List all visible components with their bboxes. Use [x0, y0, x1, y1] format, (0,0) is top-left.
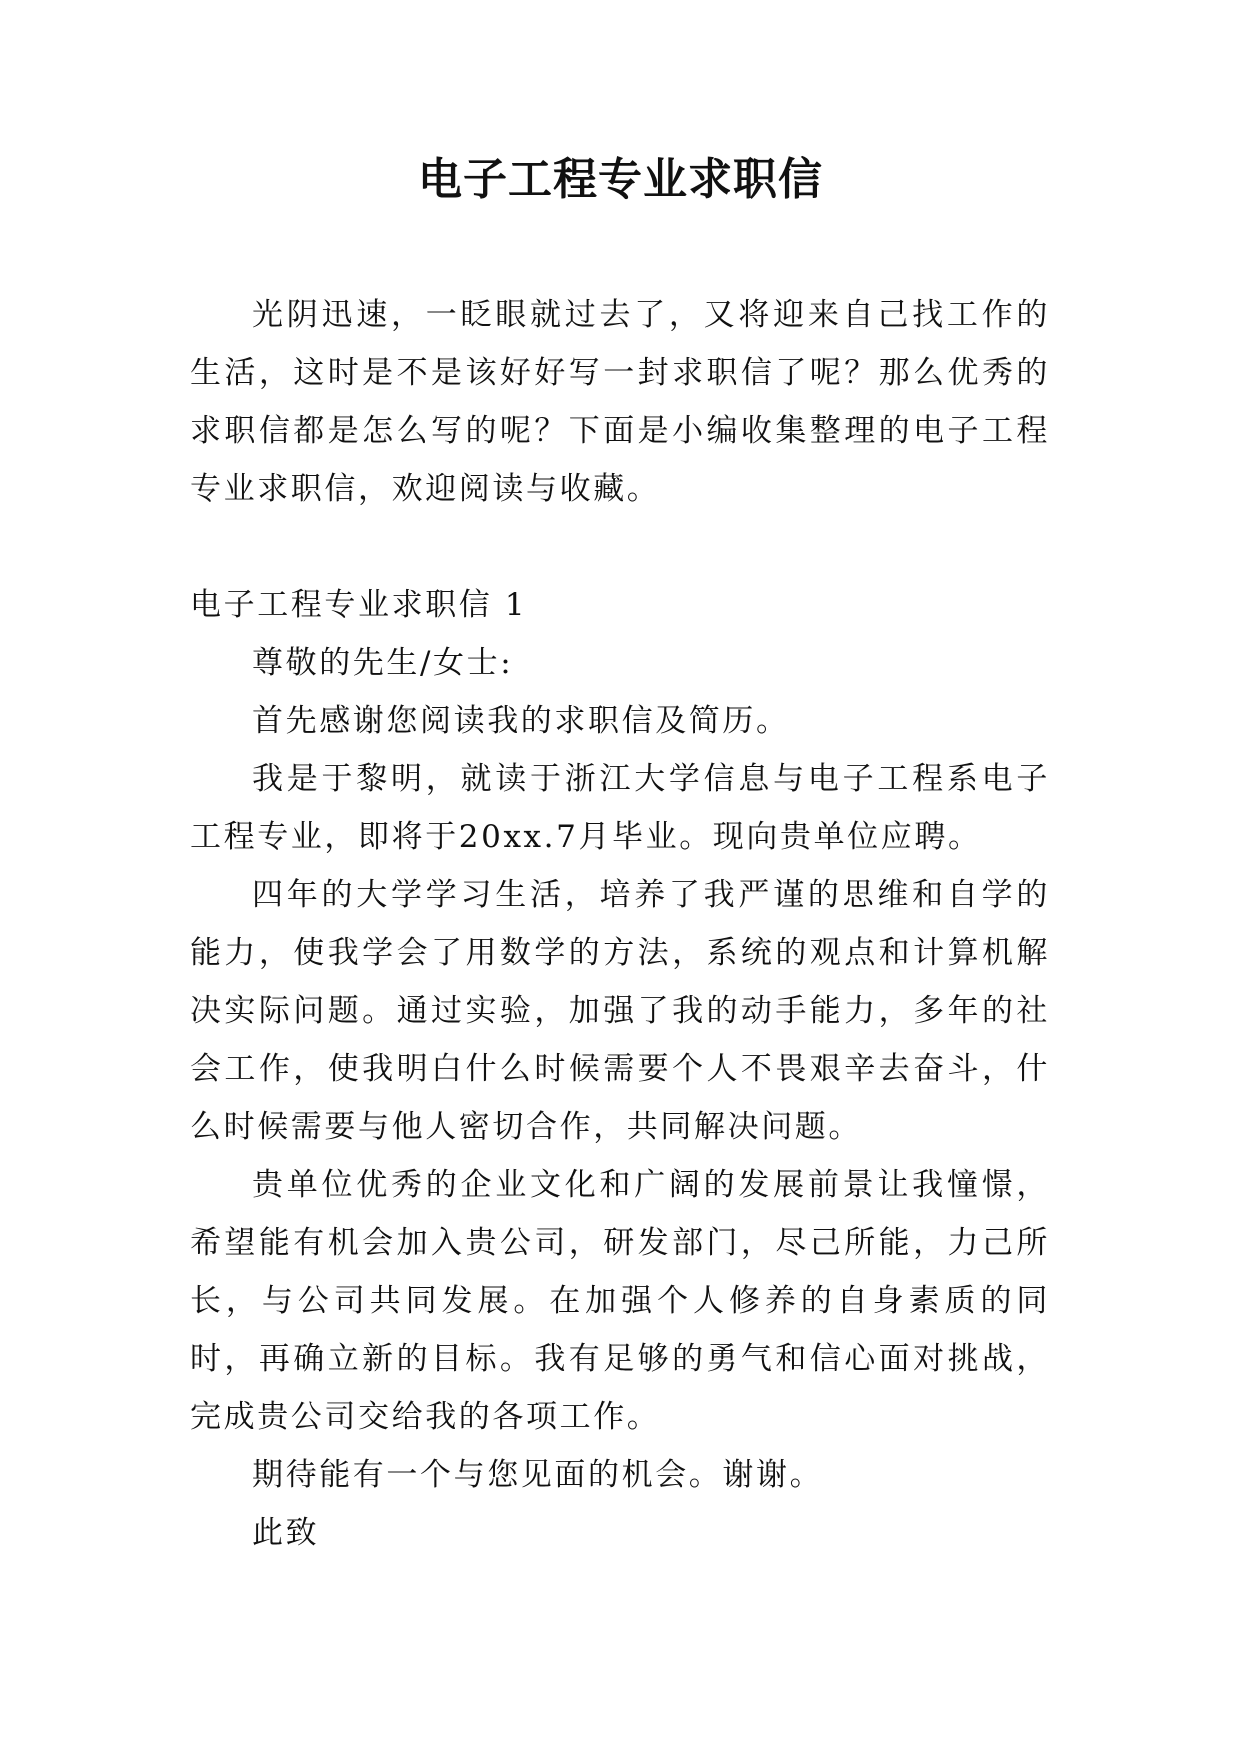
body-paragraph-2: 我是于黎明，就读于浙江大学信息与电子工程系电子工程专业，即将于20xx.7月毕业。现向贵单位应聘。 — [190, 761, 1050, 855]
body-paragraph-3: 四年的大学学习生活，培养了我严谨的思维和自学的能力，使我学会了用数学的方法，系统的观点和计算机解决实际问题。通过实验，加强了我的动手能力，多年的社会工作，使我明白什么时候需要个人不畏艰辛去奋斗，什么时候需要与他人密切合作，共同解决问题。 — [190, 877, 1050, 1145]
section-heading: 电子工程专业求职信 1 — [190, 587, 528, 623]
document-body — [190, 286, 1050, 1562]
body-paragraph-1: 首先感谢您阅读我的求职信及简历。 — [252, 703, 790, 739]
intro-paragraph: 光阴迅速，一眨眼就过去了，又将迎来自己找工作的生活，这时是不是该好好写一封求职信了呢？那么优秀的求职信都是怎么写的呢？下面是小编收集整理的电子工程专业求职信，欢迎阅读与收藏。 — [190, 297, 1050, 507]
body-paragraph-4: 贵单位优秀的企业文化和广阔的发展前景让我憧憬，希望能有机会加入贵公司，研发部门，尽己所能，力己所长，与公司共同发展。在加强个人修养的自身素质的同时，再确立新的目标。我有足够的勇气和信心面对挑战，完成贵公司交给我的各项工作。 — [190, 1167, 1050, 1435]
document-title: 电子工程专业求职信 — [418, 154, 823, 205]
paragraph-spacer — [190, 518, 1050, 576]
body-paragraph-5: 期待能有一个与您见面的机会。谢谢。 — [252, 1457, 824, 1493]
closing: 此致 — [252, 1515, 320, 1551]
salutation: 尊敬的先生/女士: — [252, 645, 514, 681]
